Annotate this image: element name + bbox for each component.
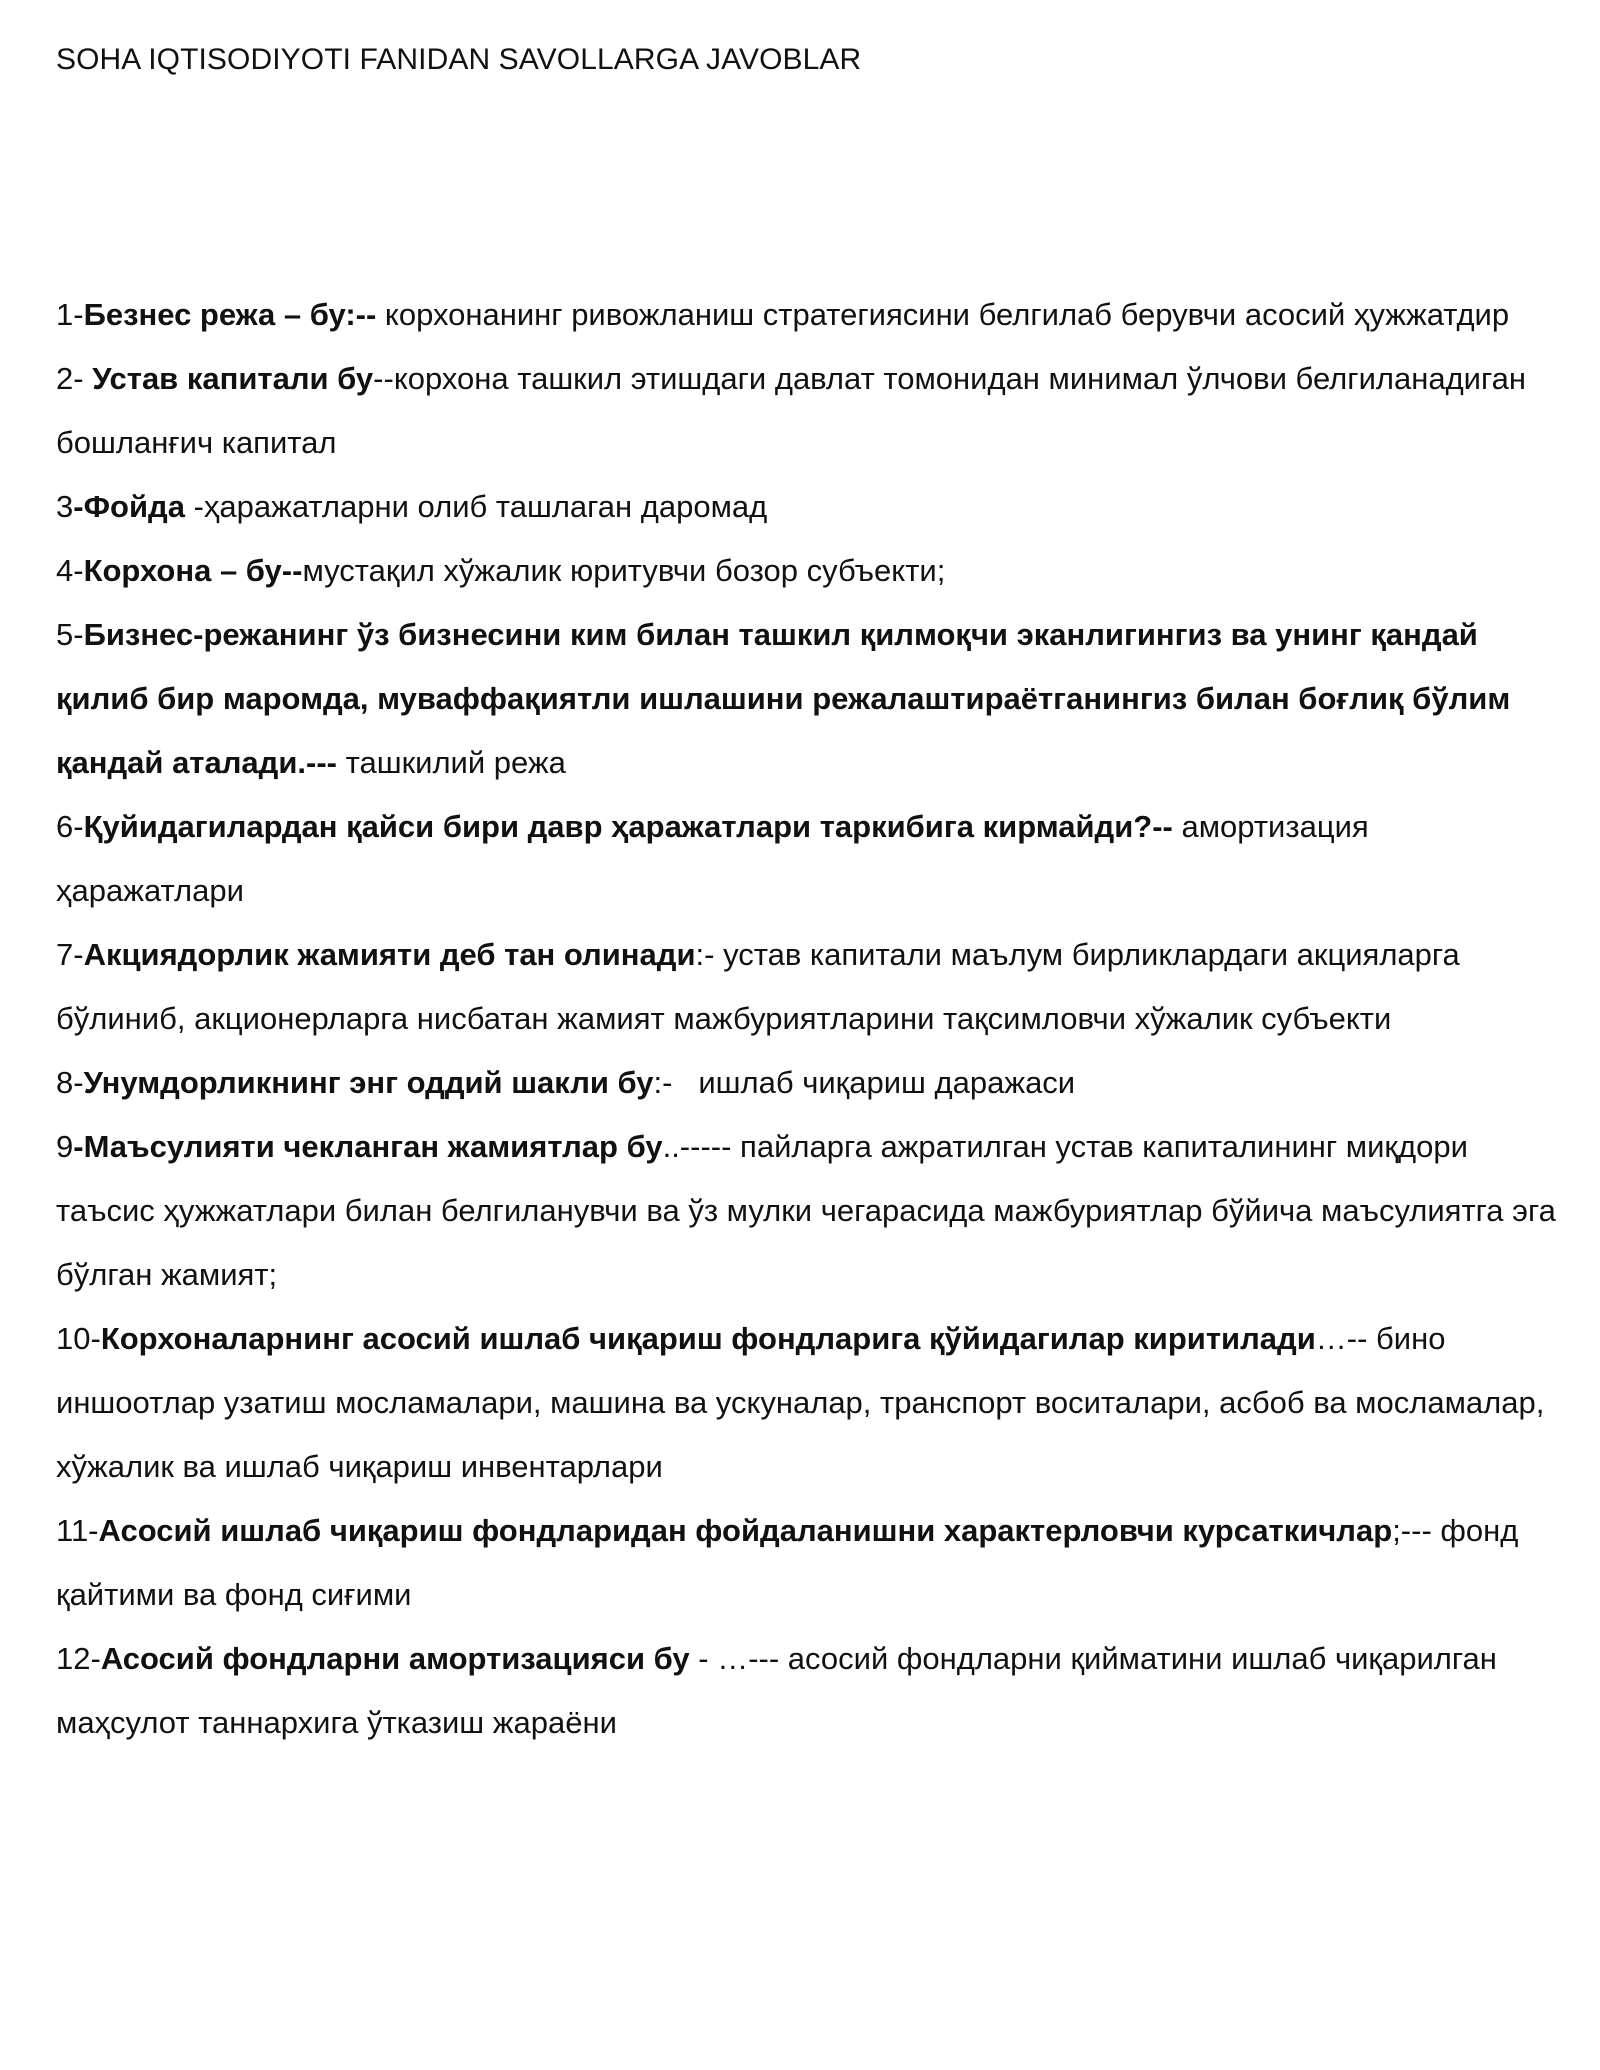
item-number: 9 (56, 1129, 74, 1164)
qa-item-8 (56, 1051, 1556, 1115)
separator (376, 297, 385, 332)
question-text: Устав капитали бу (92, 361, 374, 396)
qa-item-1 (56, 283, 1556, 347)
answer-text: ташкилий режа (345, 745, 566, 780)
separator: ;--- (1392, 1513, 1441, 1548)
qa-item-10 (56, 1307, 1556, 1499)
answer-text: бино иншоотлар узатиш мосламалари, машина ва ускуналар, транспорт воситалари, асбоб ва мосламалар, хўжалик ва ишлаб чиқариш инвентарлари (56, 1321, 1545, 1484)
question-text: Бизнес-режанинг ўз бизнесини ким билан ташкил қилмоқчи эканлигингиз ва унинг қандай қилиб бир маромда, муваффақиятли ишлашини режалаштираётганингиз билан боғлиқ бўлим қандай аталади.--- (56, 617, 1511, 780)
qa-item-2 (56, 347, 1556, 475)
question-text: -Фойда (73, 489, 185, 524)
question-text: Корхона – бу-- (83, 553, 303, 588)
question-text: Безнес режа – бу:-- (83, 297, 377, 332)
item-number: 8- (56, 1065, 84, 1100)
separator: - …--- (689, 1641, 788, 1676)
qa-item-6 (56, 795, 1556, 923)
question-text: Асосий фондларни амортизацияси бу (100, 1641, 690, 1676)
answer-text: корхонанинг ривожланиш стратегиясини белгилаб берувчи асосий ҳужжатдир (384, 297, 1510, 332)
separator: -- (373, 361, 394, 396)
question-text: -Маъсулияти чекланган жамиятлар бу (73, 1129, 663, 1164)
qa-item-7 (56, 923, 1556, 1051)
question-text: Акциядорлик жамияти деб тан олинади (83, 937, 696, 972)
question-text: Корхоналарнинг асосий ишлаб чиқариш фондларига қўйидагилар киритилади (100, 1321, 1316, 1356)
separator (1173, 809, 1182, 844)
item-number: 11- (56, 1513, 99, 1548)
question-text: Унумдорликнинг энг оддий шакли бу (83, 1065, 654, 1100)
qa-list (56, 283, 1556, 1755)
qa-item-5 (56, 603, 1556, 795)
answer-text: корхона ташкил этишдаги давлат томонидан минимал ўлчови белгиланадиган бошланғич капитал (56, 361, 1526, 460)
question-text: Қуйидагилардан қайси бири давр ҳаражатлари таркибига кирмайди?-- (83, 809, 1173, 844)
item-number: 5- (56, 617, 84, 652)
separator: :- (695, 937, 724, 972)
item-number: 3 (56, 489, 74, 524)
item-number: 10- (56, 1321, 101, 1356)
answer-text: мустақил хўжалик юритувчи бозор субъекти; (302, 553, 946, 588)
answer-text: пайларга ажратилган устав капиталининг миқдори таъсис ҳужжатлари билан белгиланувчи ва ўз мулки чегарасида мажбуриятлар бўйича маъсулиятга эга бўлган жамият; (56, 1129, 1556, 1292)
separator: - (184, 489, 204, 524)
item-number: 4- (56, 553, 84, 588)
qa-item-12 (56, 1627, 1556, 1755)
item-number: 12- (56, 1641, 101, 1676)
separator: ..----- (662, 1129, 741, 1164)
answer-text: асосий фондларни қийматини ишлаб чиқарилган маҳсулот таннархига ўтказиш жараёни (56, 1641, 1497, 1740)
question-text: Асосий ишлаб чиқариш фондларидан фойдаланишни характерловчи курсаткичлар (98, 1513, 1393, 1548)
qa-item-9 (56, 1115, 1556, 1307)
qa-item-3 (56, 475, 1556, 539)
qa-item-4 (56, 539, 1556, 603)
item-number: 7- (56, 937, 84, 972)
separator: …-- (1315, 1321, 1377, 1356)
document-title: SOHA IQTISODIYOTI FANIDAN SAVOLLARGA JAVOBLAR (56, 43, 862, 76)
item-number: 2- (56, 361, 93, 396)
item-number: 6- (56, 809, 84, 844)
answer-text: ҳаражатларни олиб ташлаган даромад (203, 489, 768, 524)
answer-text: амортизация ҳаражатлари (56, 809, 1369, 908)
answer-text: фонд қайтими ва фонд сиғими (56, 1513, 1519, 1612)
answer-text: ишлаб чиқариш даражаси (698, 1065, 1076, 1100)
separator (337, 745, 346, 780)
separator: :- (653, 1065, 699, 1100)
item-number: 1- (56, 297, 84, 332)
qa-item-11 (56, 1499, 1556, 1627)
answer-text: устав капитали маълум бирликлардаги акцияларга бўлиниб, акционерларга нисбатан жамият мажбуриятларини тақсимловчи хўжалик субъекти (56, 937, 1460, 1036)
